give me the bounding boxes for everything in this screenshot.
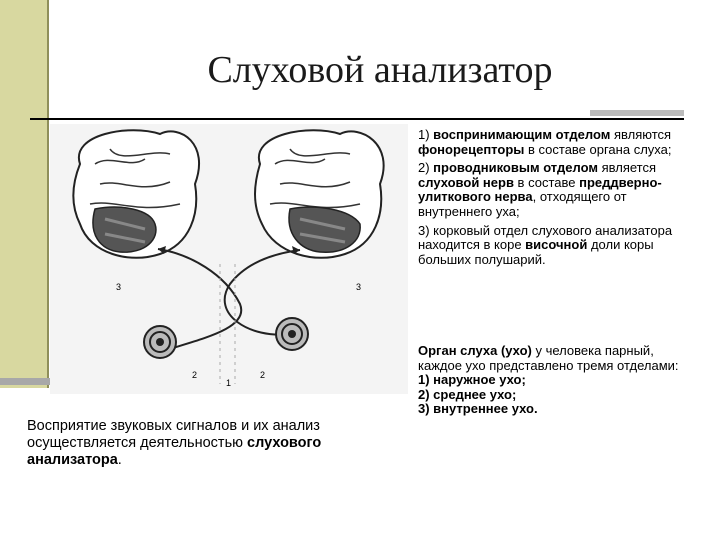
left-decor-line [47,0,49,388]
organ-item-middle: 2) среднее ухо; [418,386,517,402]
slide-title: Слуховой анализатор [207,49,553,91]
organ-intro: Орган слуха (ухо) у человека парный, каждое ухо представлено тремя отделами: [418,343,679,373]
organ-item-inner: 3) внутреннее ухо. [418,401,538,417]
title-accent-right [590,110,684,116]
label-bottom-right-2: 2 [260,370,266,380]
label-left-3: 3 [116,282,122,292]
label-bottom-left-2: 2 [192,370,198,380]
label-right-3: 3 [356,282,362,292]
left-accent-bottom [0,378,50,385]
analyzer-sections-text [418,128,688,271]
figure-caption: Восприятие звуковых сигналов и их анализ осуществляется деятельностью слухового анализатора. [27,418,322,468]
left-decor-bar [0,0,47,388]
left-temporal-lobe [93,207,156,252]
label-center-1: 1 [226,378,232,388]
section-conductive: 2) проводниковым отделом является слуховой нерв в составе преддверно-улиткового нерва, отходящего от внутреннего уха; [418,160,662,219]
section-receptor: 1) воспринимающим отделом являются фонорецепторы в составе органа слуха; [418,127,672,157]
auditory-analyzer-figure [50,124,408,394]
title-underline [30,118,684,120]
organ-item-outer: 1) наружное ухо; [418,372,526,388]
hearing-organ-text [418,344,688,417]
section-cortical: 3) корковый отдел слухового анализатора находится в коре височной доли коры больших полушарий. [418,222,673,267]
